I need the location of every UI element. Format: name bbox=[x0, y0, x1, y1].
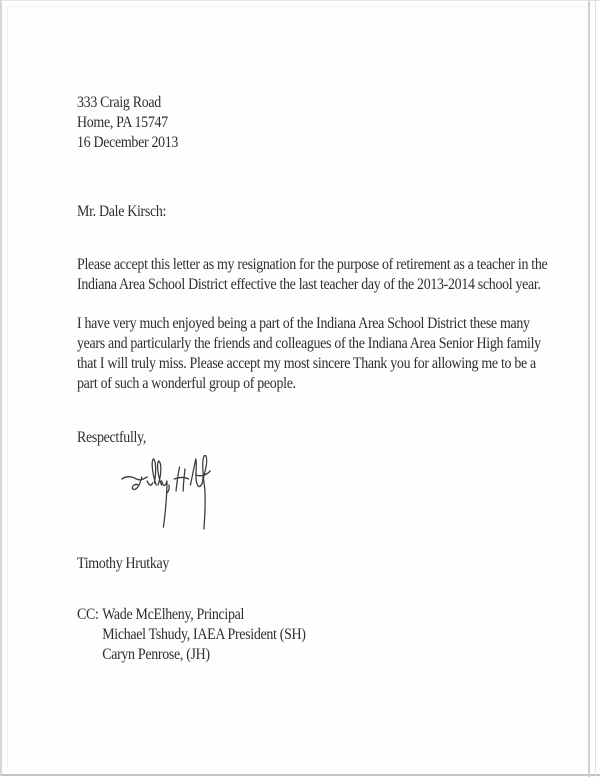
cc-first-line bbox=[77, 605, 306, 625]
cc-recipient: Wade McElheny, Principal bbox=[102, 606, 245, 623]
paragraph-line: I have very much enjoyed being a part of the Indiana Area School District these many bbox=[77, 315, 530, 332]
paragraph-line: Please accept this letter as my resignation for the purpose of retirement as a teacher in the bbox=[77, 256, 548, 273]
paragraph-resignation bbox=[77, 255, 547, 295]
page-edge-right-outer bbox=[595, 1, 596, 777]
closing-text: Respectfully, bbox=[77, 429, 147, 446]
page-edge-right bbox=[588, 1, 590, 777]
address-city-state-zip: Home, PA 15747 bbox=[77, 114, 168, 131]
address-street: 333 Craig Road bbox=[77, 94, 161, 111]
paragraph-line: that I will truly miss. Please accept my most sincere Thank you for allowing me to be a bbox=[77, 355, 536, 372]
letter-date: 16 December 2013 bbox=[77, 134, 179, 151]
cc-list bbox=[77, 605, 306, 665]
signer-name-text: Timothy Hrutkay bbox=[77, 555, 170, 572]
signer-name bbox=[77, 554, 169, 574]
handwritten-signature-icon bbox=[120, 455, 228, 535]
paragraph-line: years and particularly the friends and colleagues of the Indiana Area Senior High family bbox=[77, 335, 541, 352]
sender-address bbox=[77, 93, 527, 153]
paragraph-gratitude bbox=[77, 314, 541, 394]
paragraph-line: Indiana Area School District effective the last teacher day of the 2013-2014 school year. bbox=[77, 276, 541, 293]
cc-recipient: Michael Tshudy, IAEA President (SH) bbox=[102, 626, 306, 643]
cc-label: CC: bbox=[77, 606, 99, 623]
salutation bbox=[77, 202, 166, 222]
salutation-text: Mr. Dale Kirsch: bbox=[77, 203, 167, 220]
closing bbox=[77, 428, 146, 448]
letter-body bbox=[77, 93, 548, 663]
cc-recipient: Caryn Penrose, (JH) bbox=[102, 646, 210, 663]
paragraph-line: part of such a wonderful group of people. bbox=[77, 375, 296, 392]
